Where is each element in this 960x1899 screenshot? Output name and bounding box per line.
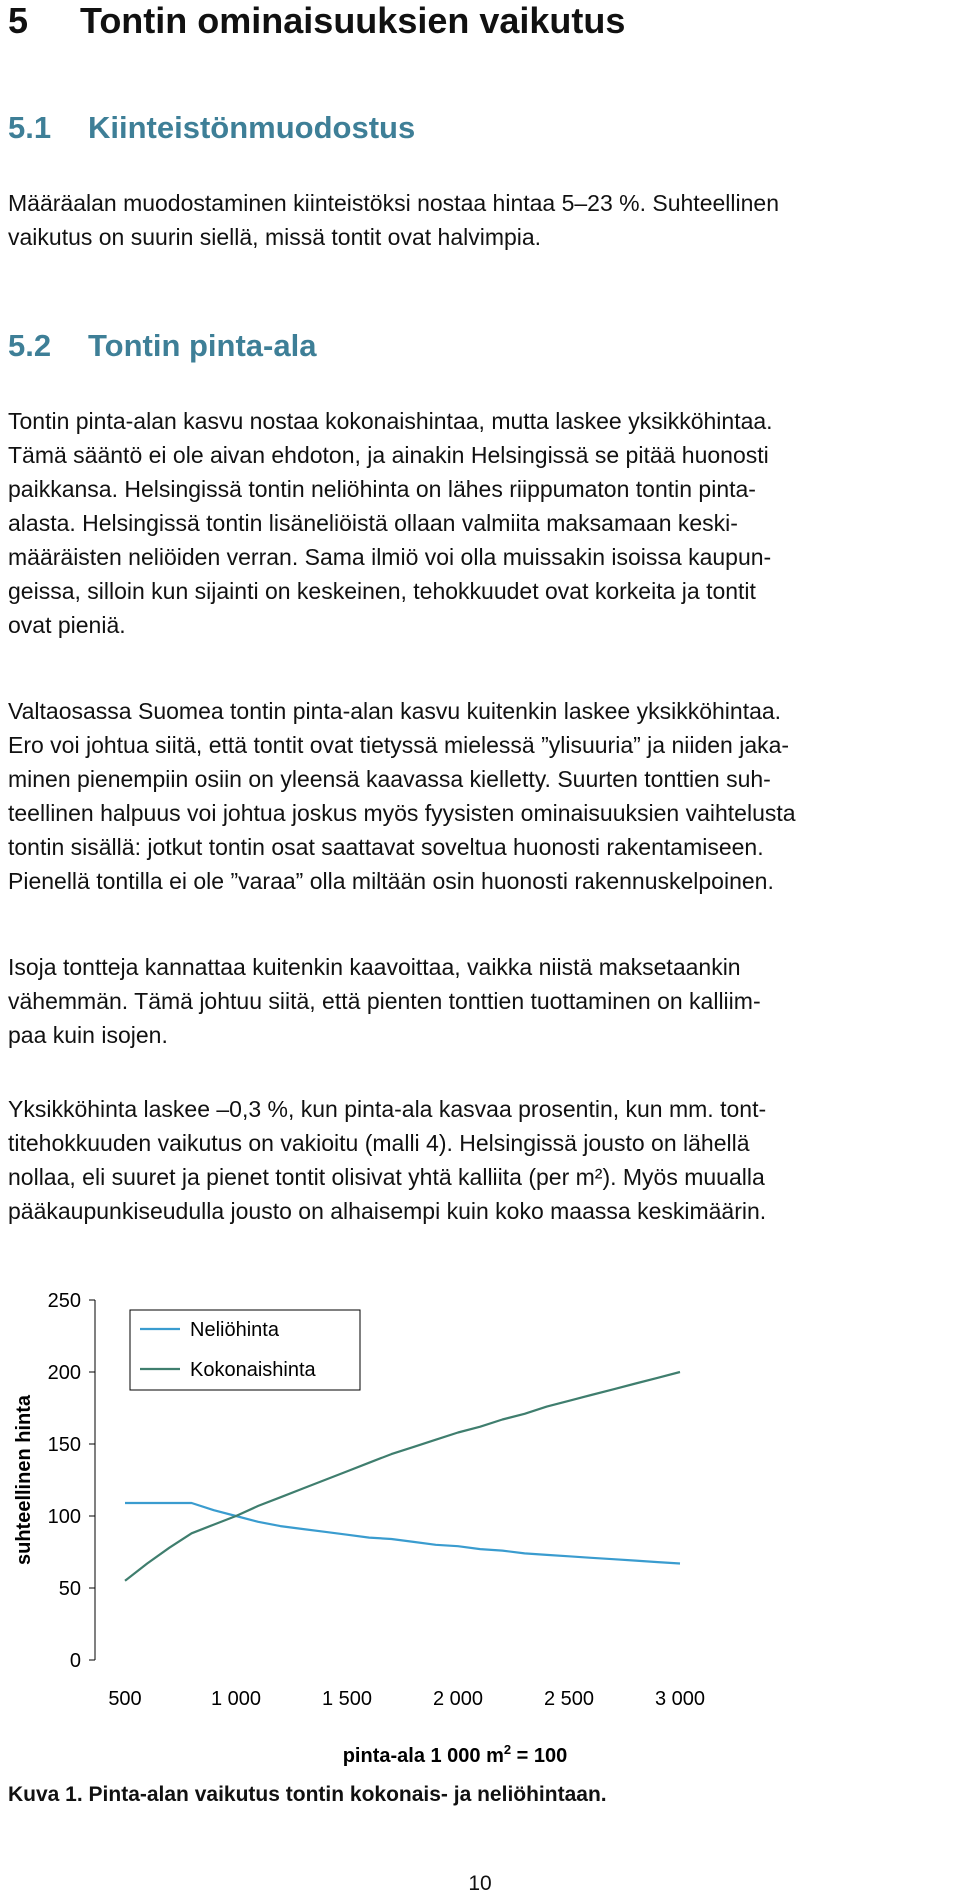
- text-line: pääkaupunkiseudulla jousto on alhaisempi kuin koko maassa keskimäärin.: [8, 1198, 767, 1224]
- paragraph: [8, 1092, 948, 1228]
- price-area-chart: [0, 1270, 960, 1770]
- page-number: 10: [468, 1872, 492, 1895]
- x-tick-label: 2 500: [543, 1688, 595, 1710]
- text-line: määräisten neliöiden verran. Sama ilmiö voi olla muissakin isoissa kaupun-: [8, 544, 772, 570]
- chapter-heading: [8, 0, 625, 42]
- y-tick-label: 150: [47, 1434, 81, 1456]
- paragraph: [8, 950, 948, 1052]
- paragraph: [8, 186, 948, 254]
- text-line: vähemmän. Tämä johtuu siitä, että pienten tonttien tuottaminen on kalliim-: [8, 988, 761, 1014]
- text-line: paa kuin isojen.: [8, 1022, 168, 1048]
- section-number: 5.1: [8, 110, 52, 145]
- y-tick-label: 0: [69, 1650, 81, 1672]
- figure-caption: Kuva 1. Pinta-alan vaikutus tontin kokonais- ja neliöhintaan.: [8, 1783, 607, 1806]
- y-tick-label: 50: [58, 1578, 81, 1600]
- y-tick-label: 250: [47, 1290, 81, 1312]
- section-number: 5.2: [8, 328, 52, 363]
- text-line: ovat pieniä.: [8, 612, 126, 638]
- section-title: Kiinteistönmuodostus: [88, 110, 416, 145]
- text-line: Tontin pinta-alan kasvu nostaa kokonaishintaa, mutta laskee yksikköhintaa.: [8, 408, 773, 434]
- text-line: paikkansa. Helsingissä tontin neliöhinta on lähes riippumaton tontin pinta-: [8, 476, 756, 502]
- legend-label: Kokonaishinta: [190, 1359, 316, 1381]
- text-line: Pienellä tontilla ei ole ”varaa” olla miltään osin huonosti rakennuskelpoinen.: [8, 868, 774, 894]
- x-tick-label: 2 000: [432, 1688, 484, 1710]
- series-line-neliohinta: [125, 1503, 680, 1564]
- text-line: geissa, silloin kun sijainti on keskeinen, tehokkuudet ovat korkeita ja tontit: [8, 578, 756, 604]
- text-line: nollaa, eli suuret ja pienet tontit olisivat yhtä kalliita (per m²). Myös muualla: [8, 1164, 765, 1190]
- text-line: Isoja tontteja kannattaa kuitenkin kaavoittaa, vaikka niistä maksetaankin: [8, 954, 741, 980]
- series-line-kokonaishinta: [125, 1372, 680, 1581]
- x-tick-label: 1 500: [321, 1688, 373, 1710]
- x-tick-label: 3 000: [654, 1688, 706, 1710]
- text-line: Ero voi johtua siitä, että tontit ovat tietyssä mielessä ”ylisuuria” ja niiden jaka-: [8, 732, 790, 758]
- chapter-number: 5: [8, 0, 29, 41]
- legend-label: Neliöhinta: [190, 1319, 279, 1341]
- section-title: Tontin pinta-ala: [88, 328, 317, 363]
- paragraph: [8, 694, 948, 898]
- paragraph: [8, 404, 948, 642]
- y-axis-label: suhteellinen hinta: [13, 1394, 35, 1566]
- y-tick-label: 100: [47, 1506, 81, 1528]
- section-heading-5-2: [8, 328, 316, 364]
- text-line: Valtaosassa Suomea tontin pinta-alan kasvu kuitenkin laskee yksikköhintaa.: [8, 698, 782, 724]
- text-line: teellinen halpuus voi johtua joskus myös fyysisten ominaisuuksien vaihtelusta: [8, 800, 796, 826]
- chapter-title: Tontin ominaisuuksien vaikutus: [80, 0, 626, 41]
- text-line: titehokkuuden vaikutus on vakioitu (malli 4). Helsingissä jousto on lähellä: [8, 1130, 750, 1156]
- y-tick-label: 200: [47, 1362, 81, 1384]
- text-line: tontin sisällä: jotkut tontin osat saattavat soveltua huonosti rakentamiseen.: [8, 834, 764, 860]
- text-line: Tämä sääntö ei ole aivan ehdoton, ja ainakin Helsingissä se pitää huonosti: [8, 442, 769, 468]
- text-line: Määräalan muodostaminen kiinteistöksi nostaa hintaa 5–23 %. Suhteellinen: [8, 190, 779, 216]
- x-tick-label: 1 000: [210, 1688, 262, 1710]
- x-axis-label: pinta-ala 1 000 $m^2 = 100$: [342, 1742, 568, 1767]
- text-line: Yksikköhinta laskee –0,3 %, kun pinta-ala kasvaa prosentin, kun mm. tont-: [8, 1096, 767, 1122]
- text-line: vaikutus on suurin siellä, missä tontit ovat halvimpia.: [8, 224, 542, 250]
- section-heading-5-1: [8, 110, 415, 146]
- text-line: alasta. Helsingissä tontin lisäneliöistä ollaan valmiita maksamaan keski-: [8, 510, 738, 536]
- text-line: minen pienempiin osiin on yleensä kaavassa kielletty. Suurten tonttien suh-: [8, 766, 771, 792]
- x-tick-label: 500: [108, 1688, 142, 1710]
